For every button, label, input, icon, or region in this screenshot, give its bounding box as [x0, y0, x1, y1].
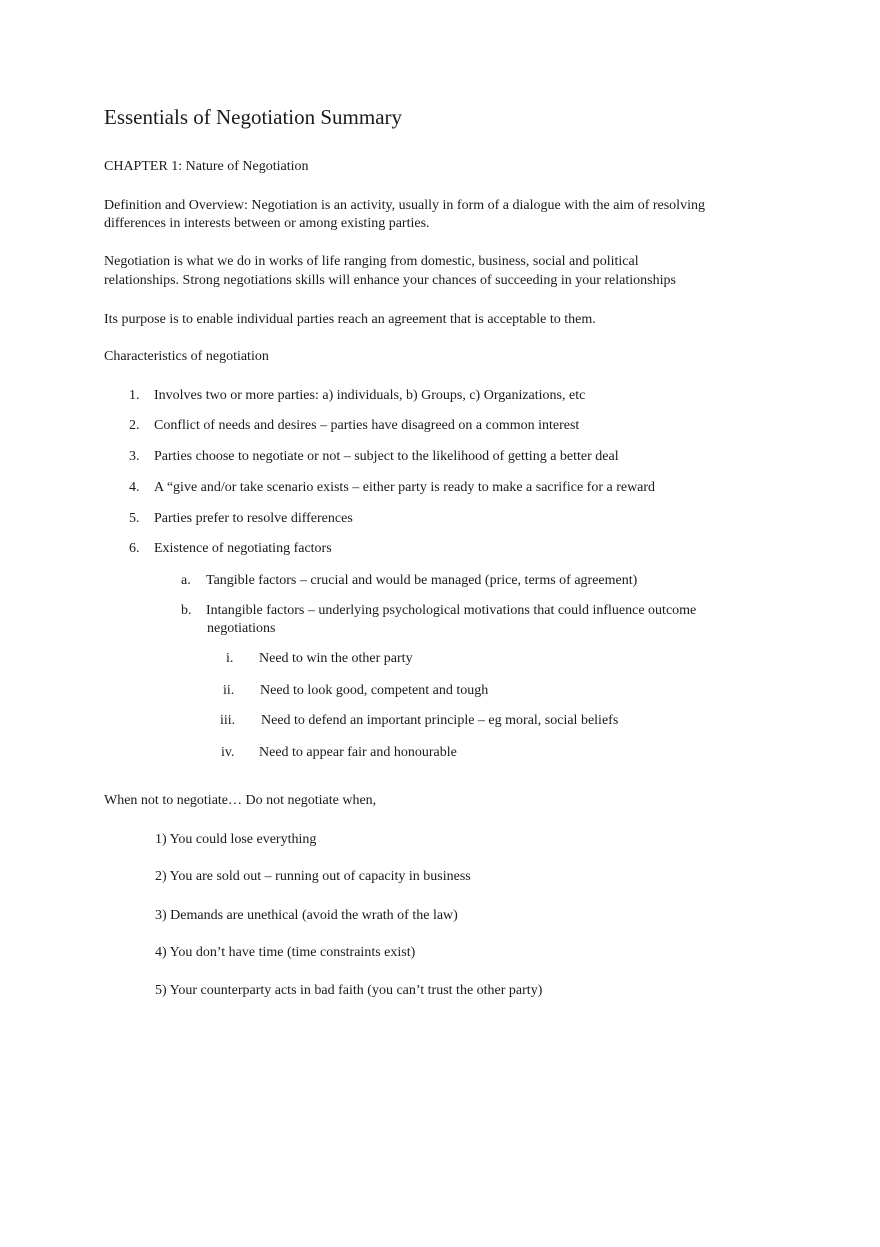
list-item: Conflict of needs and desires – parties have disagreed on a common interest: [154, 418, 580, 433]
list-item: A “give and/or take scenario exists – either party is ready to make a sacrifice for a reward: [154, 480, 656, 495]
when-not-heading: When not to negotiate… Do not negotiate when,: [104, 793, 377, 808]
list-marker: 1.: [129, 388, 140, 403]
list-item: Involves two or more parties: a) individuals, b) Groups, c) Organizations, etc: [154, 388, 586, 403]
list-item: 2) You are sold out – running out of capacity in business: [155, 869, 471, 884]
list-marker: ii.: [223, 683, 235, 698]
list-item-continuation: negotiations: [207, 621, 276, 636]
purpose-paragraph: Its purpose is to enable individual parties reach an agreement that is acceptable to them.: [104, 312, 596, 327]
list-marker: 6.: [129, 541, 140, 556]
list-item: 1) You could lose everything: [155, 832, 317, 847]
list-marker: 4.: [129, 480, 140, 495]
list-item: Intangible factors – underlying psychological motivations that could influence outcome: [206, 603, 697, 618]
chapter-heading: CHAPTER 1: Nature of Negotiation: [104, 159, 309, 174]
list-item: Need to appear fair and honourable: [259, 745, 457, 760]
list-item: Existence of negotiating factors: [154, 541, 332, 556]
list-item: Need to look good, competent and tough: [260, 683, 489, 698]
list-marker: 5.: [129, 511, 140, 526]
list-marker: iv.: [221, 745, 235, 760]
list-item: Need to win the other party: [259, 651, 413, 666]
list-item: 3) Demands are unethical (avoid the wrath of the law): [155, 908, 458, 923]
list-item: 4) You don’t have time (time constraints exist): [155, 945, 416, 960]
list-item: 5) Your counterparty acts in bad faith (you can’t trust the other party): [155, 983, 543, 998]
list-item: Tangible factors – crucial and would be managed (price, terms of agreement): [206, 573, 638, 588]
list-marker: iii.: [220, 713, 236, 728]
works-line-1: Negotiation is what we do in works of life ranging from domestic, business, social and political: [104, 254, 639, 269]
list-marker: i.: [226, 651, 234, 666]
characteristics-heading: Characteristics of negotiation: [104, 349, 269, 364]
definition-line-1: Definition and Overview: Negotiation is an activity, usually in form of a dialogue with the aim of resolving: [104, 198, 705, 213]
list-item: Need to defend an important principle – eg moral, social beliefs: [261, 713, 619, 728]
works-line-2: relationships. Strong negotiations skills will enhance your chances of succeeding in your relationships: [104, 273, 676, 288]
list-item: Parties choose to negotiate or not – subject to the likelihood of getting a better deal: [154, 449, 619, 464]
definition-line-2: differences in interests between or among existing parties.: [104, 216, 430, 231]
list-marker: 3.: [129, 449, 140, 464]
list-marker: a.: [181, 573, 191, 588]
document-title: Essentials of Negotiation Summary: [104, 105, 403, 129]
list-item: Parties prefer to resolve differences: [154, 511, 353, 526]
list-marker: 2.: [129, 418, 140, 433]
list-marker: b.: [181, 603, 192, 618]
